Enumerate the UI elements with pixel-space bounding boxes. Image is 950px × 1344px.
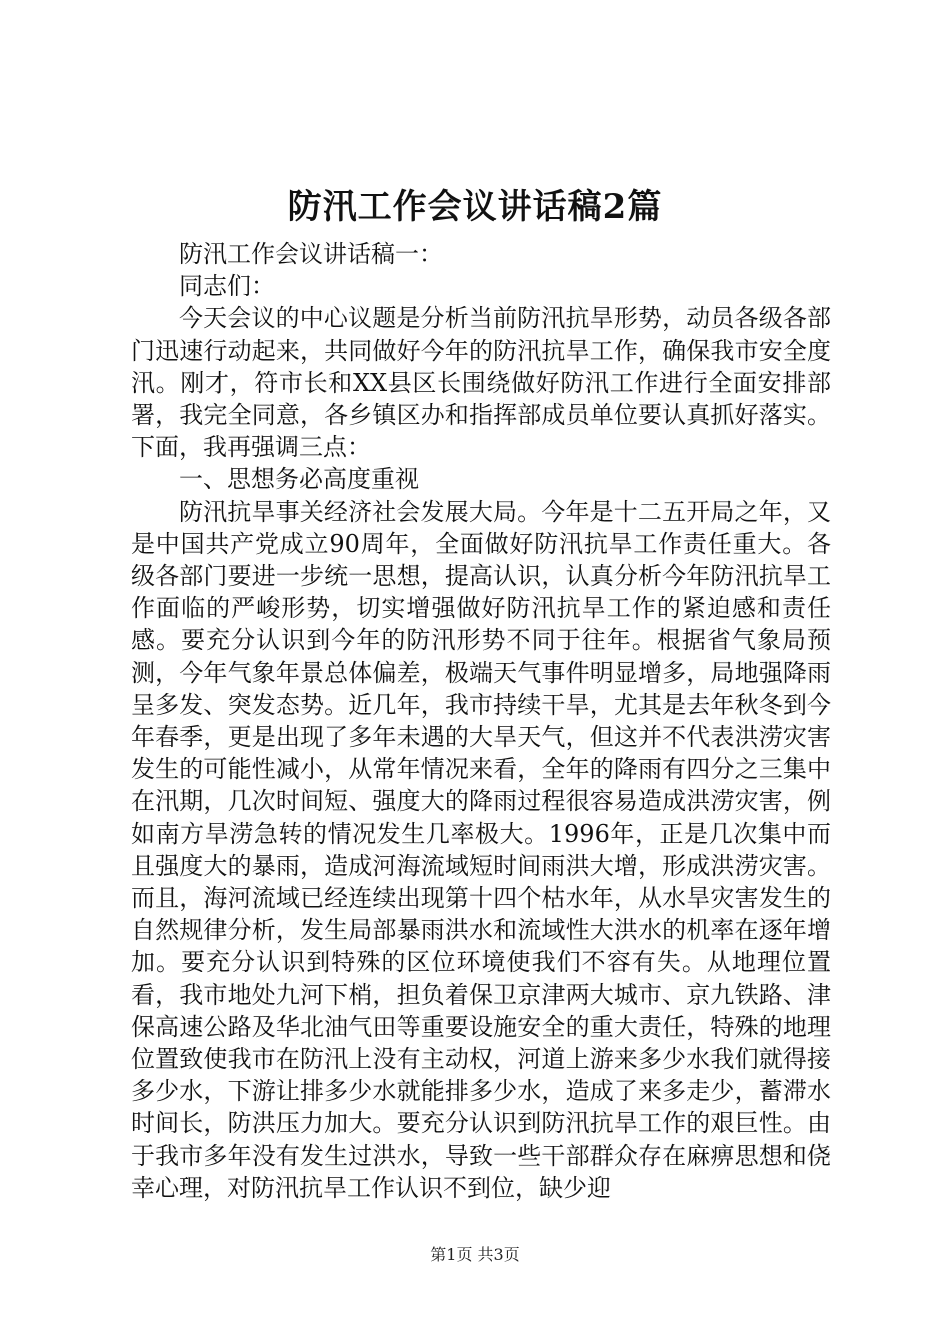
paragraph-main: 防汛抗旱事关经济社会发展大局。今年是十二五开局之年，又是中国共产党成立90周年，全面做好防汛抗旱工作责任重大。各级各部门要进一步统一思想，提高认识，认真分析今年防汛抗旱工作面临的严峻形势，切实增强做好防汛抗旱工作的紧迫感和责任感。要充分认识到今年的防汛形势不同于往年。根据省气象局预测，今年气象年景总体偏差，极端天气事件明显增多，局地强降雨呈多发、突发态势。近几年，我市持续干旱，尤其是去年秋冬到今年春季，更是出现了多年未遇的大旱天气，但这并不代表洪涝灾害发生的可能性减小，从常年情况来看，全年的降雨有四分之三集中在汛期，几次时间短、强度大的降雨过程很容易造成洪涝灾害，例如南方旱涝急转的情况发生几率极大。1996年，正是几次集中而且强度大的暴雨，造成河海流域短时间雨洪大增，形成洪涝灾害。而且，海河流域已经连续出现第十四个枯水年，从水旱灾害发生的自然规律分析，发生局部暴雨洪水和流域性大洪水的机率在逐年增加。要充分认识到特殊的区位环境使我们不容有失。从地理位置看，我市地处九河下梢，担负着保卫京津两大城市、京九铁路、津保高速公路及华北油气田等重要设施安全的重大责任，特殊的地理位置致使我市在防汛上没有主动权，河道上游来多少水我们就得接多少水，下游让排多少水就能排多少水，造成了来多走少，蓄滞水时间长，防洪压力加大。要充分认识到防汛抗旱工作的艰巨性。由于我市多年没有发生过洪水，导致一些干部群众存在麻痹思想和侥幸心理，对防汛抗旱工作认识不到位，缺少迎	[131, 497, 831, 1202]
paragraph-salutation: 同志们：	[179, 272, 275, 301]
document-title: 防汛工作会议讲话稿2篇	[287, 187, 663, 227]
page-footer: 第1页 共3页	[430, 1245, 520, 1264]
paragraph-heading-intro: 防汛工作会议讲话稿一：	[179, 240, 443, 268]
paragraph-opening: 今天会议的中心议题是分析当前防汛抗旱形势，动员各级各部门迅速行动起来，共同做好今年的防汛抗旱工作，确保我市安全度汛。刚才，符市长和XX县区长围绕做好防汛工作进行全面安排部署，我完全同意，各乡镇区办和指挥部成员单位要认真抓好落实。下面，我再强调三点：	[131, 304, 831, 462]
document-body	[131, 238, 831, 1204]
paragraph-section-heading: 一、思想务必高度重视	[179, 465, 419, 494]
